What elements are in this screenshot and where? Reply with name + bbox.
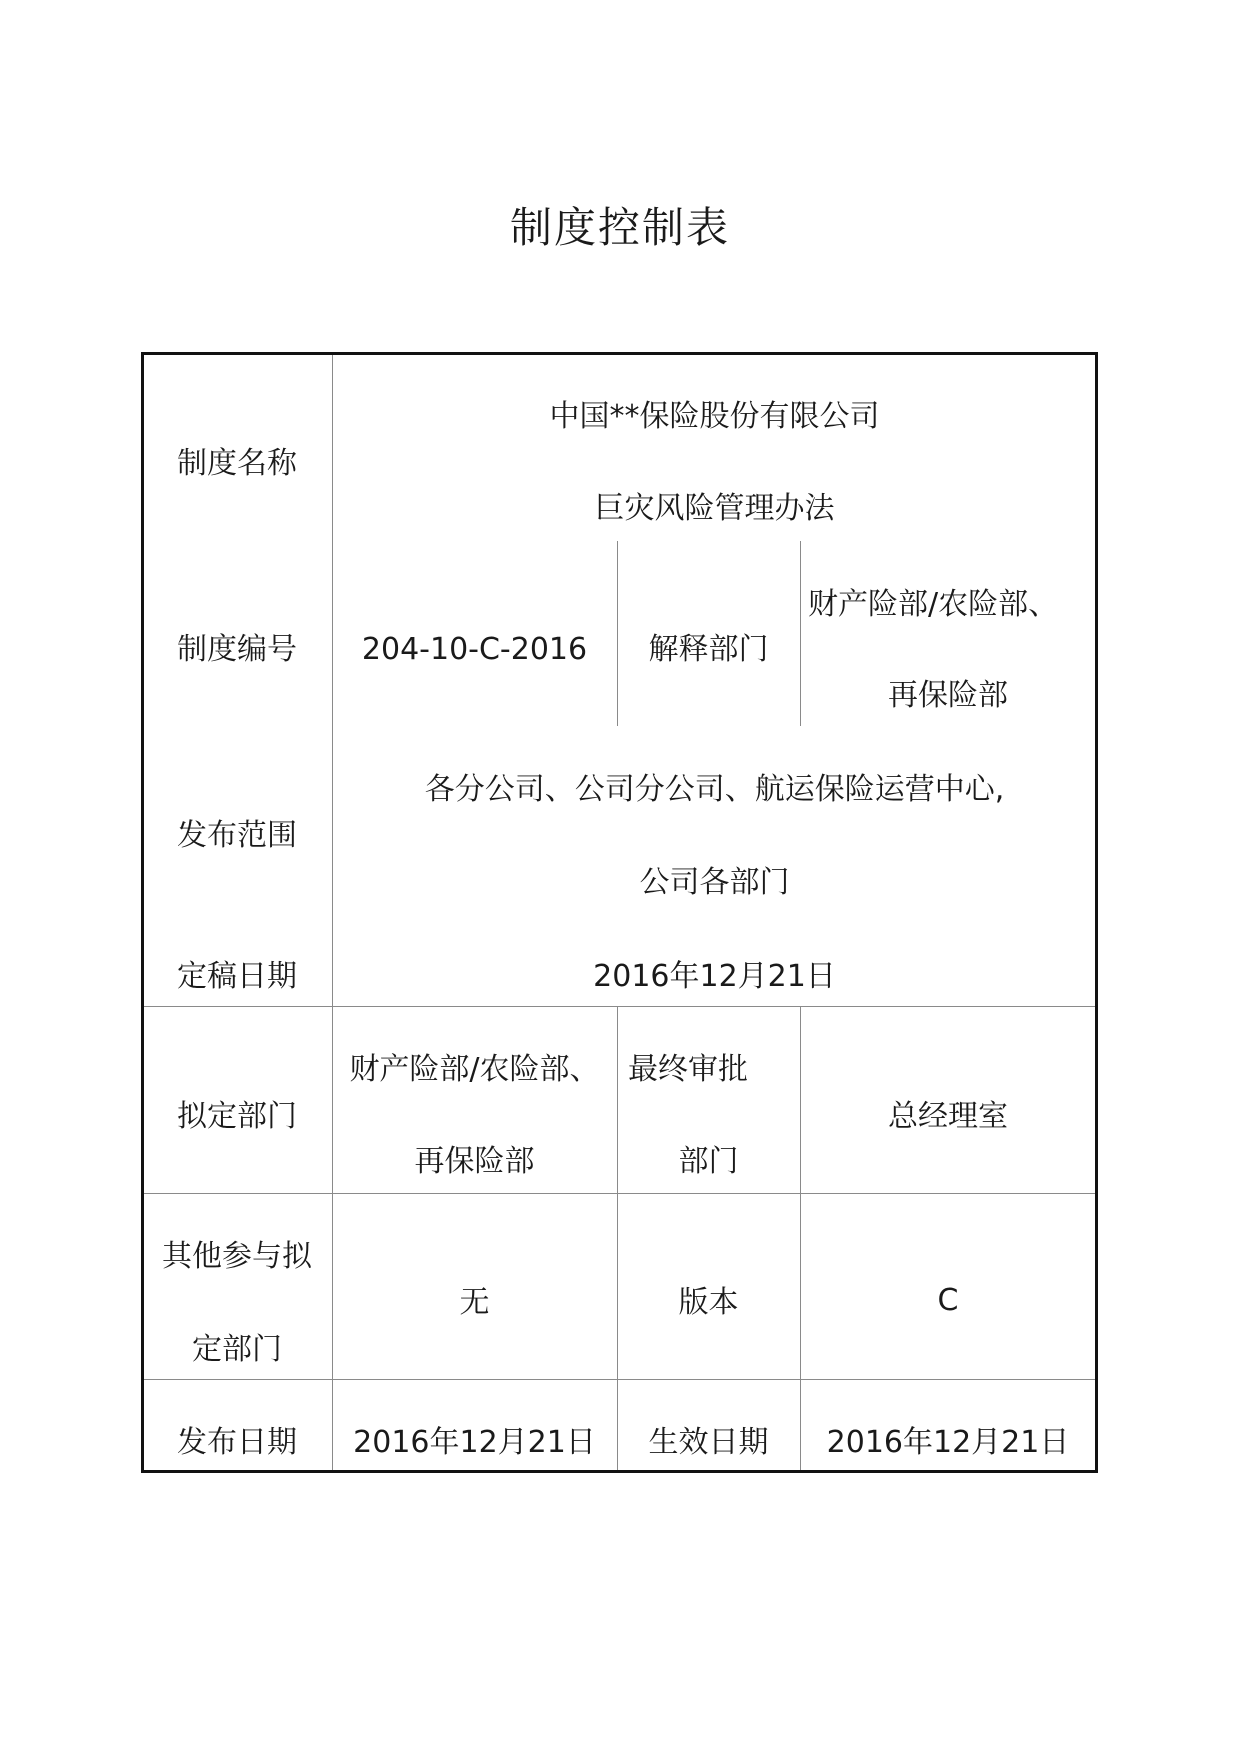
interpret-dept-line2: 再保险部 [888, 678, 1008, 713]
final-approval-value: 总经理室 [888, 1099, 1008, 1134]
effective-date-value: 2016年12月21日 [826, 1425, 1070, 1460]
system-code-value: 204-10-C-2016 [361, 632, 588, 667]
table-divider [144, 1006, 1095, 1007]
other-dept-label-line2: 定部门 [192, 1332, 282, 1367]
table-divider [144, 1193, 1095, 1194]
other-dept-value: 无 [459, 1285, 490, 1320]
version-label: 版本 [678, 1285, 739, 1320]
drafting-dept-line2: 再保险部 [414, 1144, 535, 1179]
system-code-label: 制度编号 [177, 632, 297, 667]
finalized-date-label: 定稿日期 [177, 959, 297, 994]
system-name-label: 制度名称 [177, 446, 297, 481]
table-divider [617, 1006, 618, 1470]
drafting-dept-line1: 财产险部/农险部、 [349, 1052, 600, 1087]
final-approval-label-line2: 部门 [678, 1144, 739, 1179]
drafting-dept-label: 拟定部门 [177, 1099, 297, 1134]
page-title: 制度控制表 [509, 203, 730, 252]
effective-date-label: 生效日期 [648, 1425, 769, 1460]
finalized-date-value: 2016年12月21日 [593, 959, 836, 994]
release-scope-label: 发布范围 [177, 818, 297, 853]
version-value: C [937, 1283, 959, 1318]
publish-date-label: 发布日期 [177, 1425, 297, 1460]
system-name-line1: 中国**保险股份有限公司 [549, 399, 880, 434]
release-scope-line2: 公司各部门 [639, 865, 790, 900]
table-divider [144, 1379, 1095, 1380]
system-name-line2: 巨灾风险管理办法 [594, 491, 835, 526]
interpret-dept-label: 解释部门 [648, 632, 769, 667]
interpret-dept-line1: 财产险部/农险部、 [808, 587, 1059, 622]
table-divider [800, 1006, 801, 1470]
other-dept-label-line1: 其他参与拟 [162, 1239, 312, 1274]
publish-date-value: 2016年12月21日 [353, 1425, 596, 1460]
release-scope-line1: 各分公司、公司分公司、航运保险运营中心, [424, 772, 1005, 807]
final-approval-label-line1: 最终审批 [628, 1052, 748, 1087]
